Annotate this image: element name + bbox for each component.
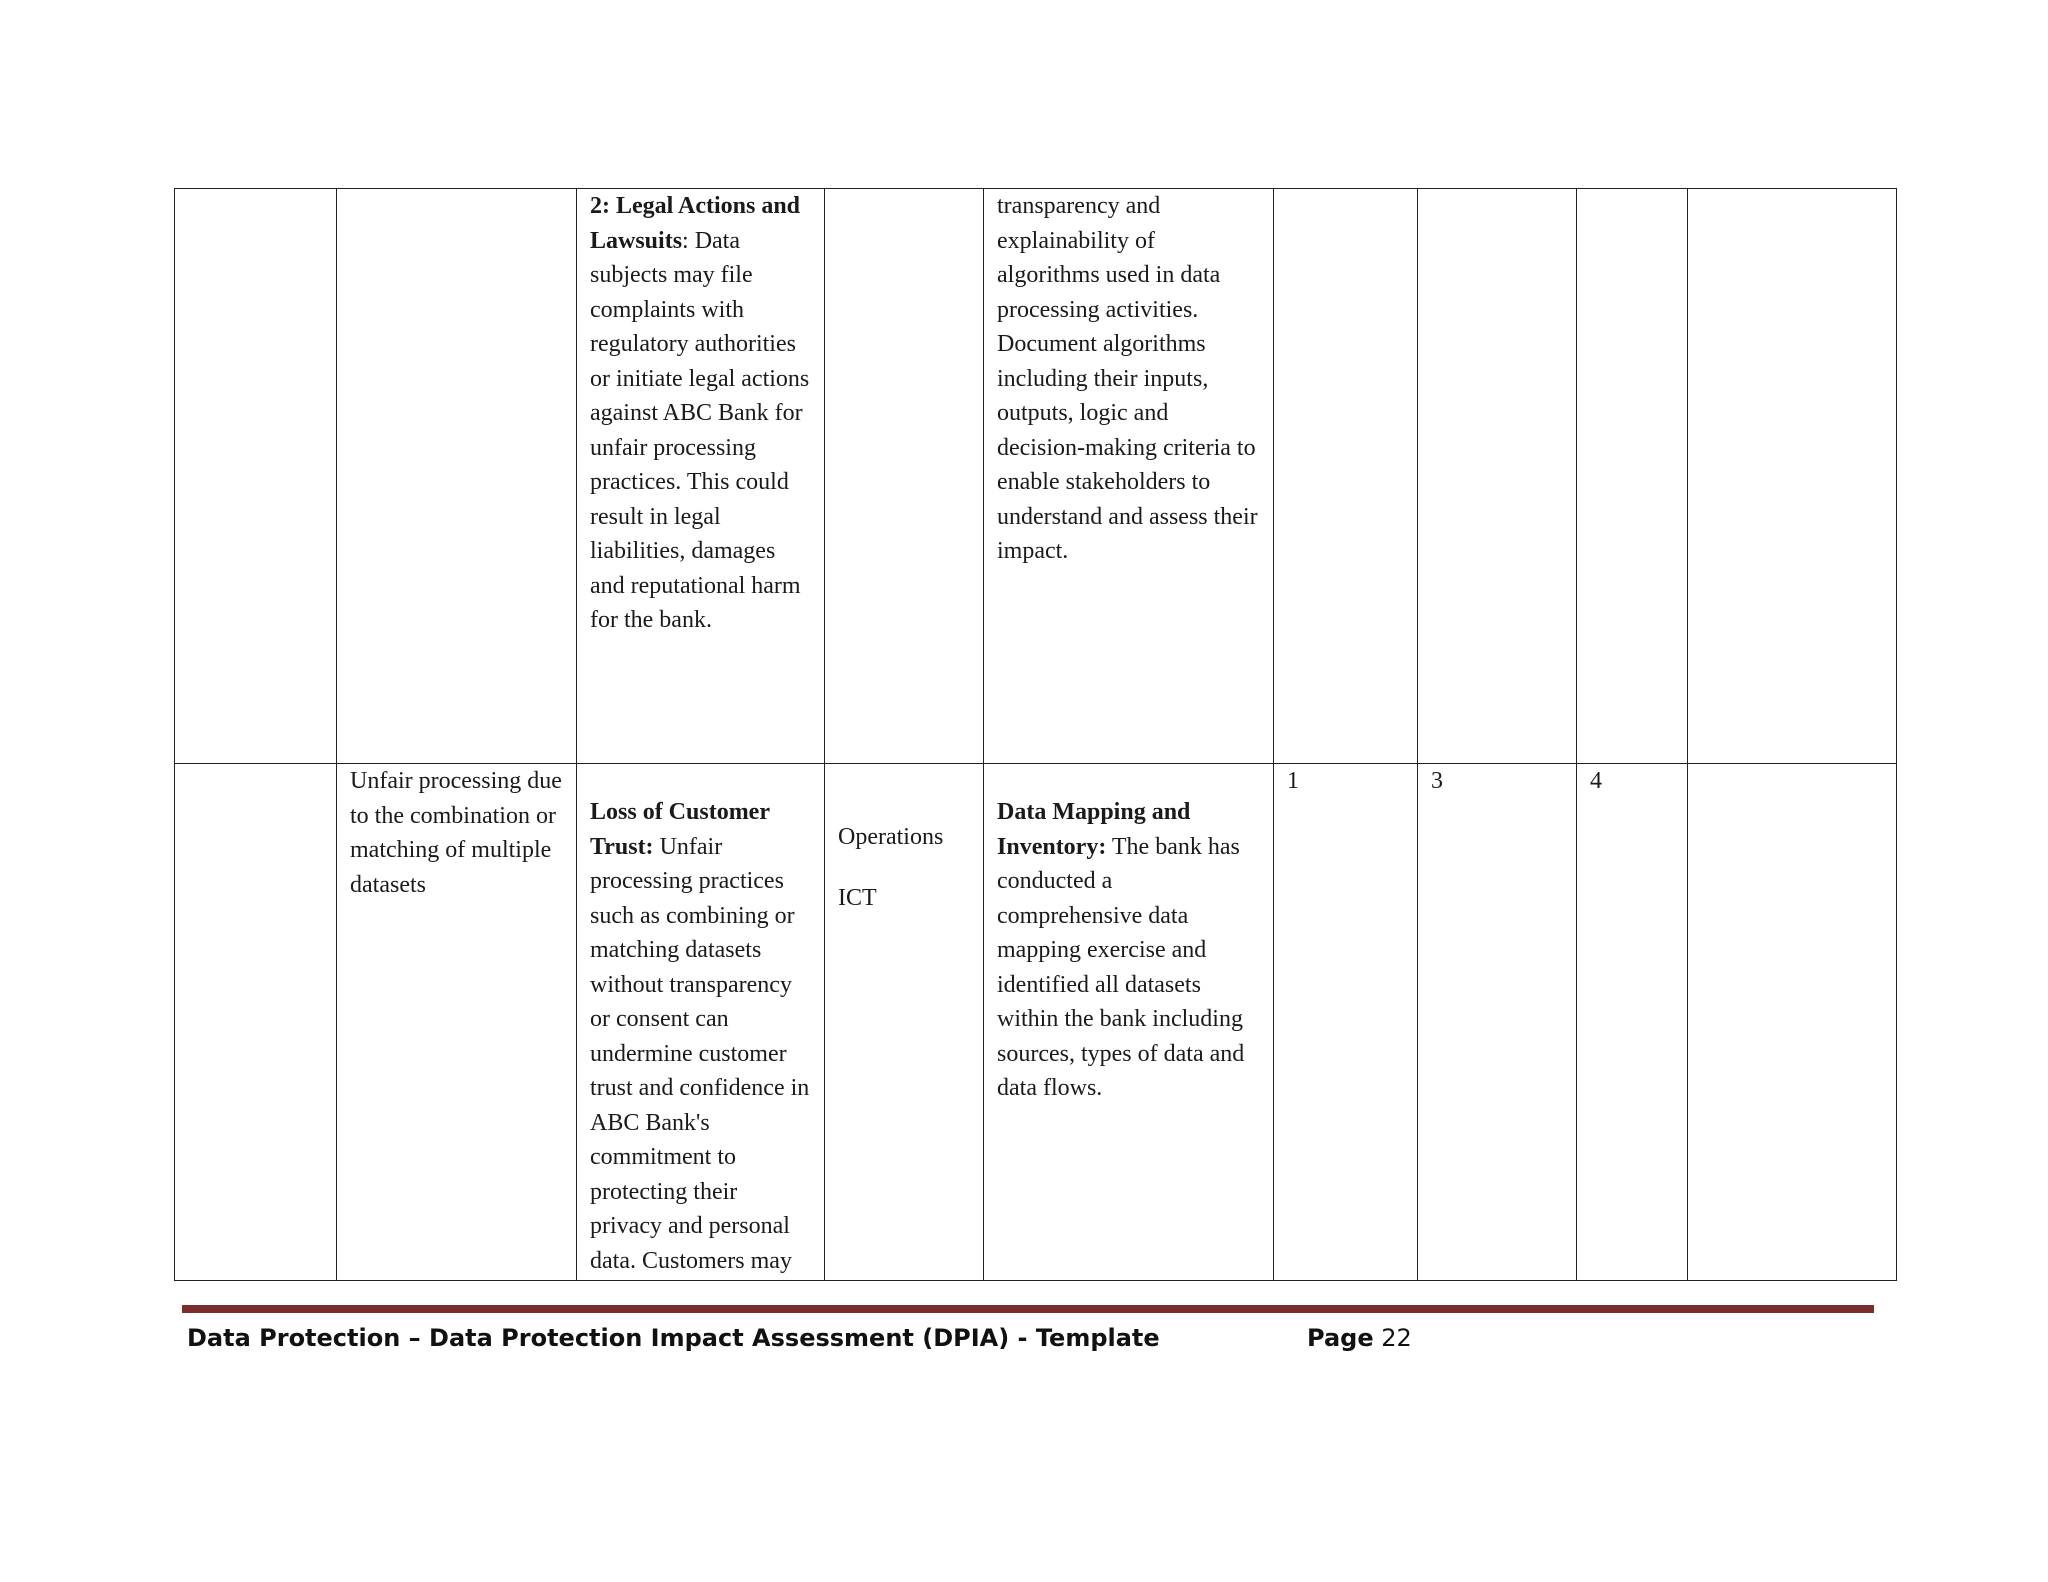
table-cell-owner bbox=[825, 189, 984, 764]
table-cell-risk-score bbox=[1577, 764, 1688, 1281]
table-cell-risk bbox=[337, 189, 577, 764]
table-cell-ref bbox=[175, 764, 337, 1281]
table-cell-risk bbox=[337, 764, 577, 1281]
table-row bbox=[175, 189, 1897, 764]
dpia-risk-table bbox=[174, 188, 1897, 1281]
table-cell-notes bbox=[1688, 764, 1897, 1281]
table-cell-impact-score bbox=[1418, 189, 1577, 764]
table-cell-ref bbox=[175, 189, 337, 764]
owner-ict: ICT bbox=[838, 884, 877, 911]
likelihood-value: 1 bbox=[1287, 768, 1299, 794]
table-row bbox=[175, 764, 1897, 1281]
impact-heading: Loss of Customer Trust: bbox=[590, 799, 770, 860]
footer-title: Data Protection – Data Protection Impact Assessment (DPIA) - Template bbox=[187, 1324, 1160, 1352]
table-cell-controls bbox=[984, 189, 1274, 764]
impact-heading: 2: Legal Actions and Lawsuits bbox=[590, 193, 801, 254]
control-heading: Data Mapping and Inventory: bbox=[997, 799, 1191, 860]
risk-score-value: 4 bbox=[1590, 768, 1602, 794]
owner-operations: Operations bbox=[838, 824, 944, 850]
table-cell-likelihood bbox=[1274, 189, 1418, 764]
footer-page-number bbox=[1307, 1324, 1412, 1352]
control-text: transparency and explainability of algorithms used in data processing activities. Document algorithms including their inputs, outputs, logic and decision-making criteria to enable stakeholders to understand and assess their impact. bbox=[997, 193, 1258, 564]
table-cell-notes bbox=[1688, 189, 1897, 764]
risk-description: Unfair processing due to the combination or matching of multiple datasets bbox=[350, 768, 562, 898]
page-number: 22 bbox=[1381, 1324, 1412, 1352]
impact-score-value: 3 bbox=[1431, 768, 1443, 794]
page-label: Page bbox=[1307, 1324, 1374, 1352]
table-cell-impact bbox=[577, 764, 825, 1281]
table-cell-controls bbox=[984, 764, 1274, 1281]
control-text: The bank has conducted a comprehensive data mapping exercise and identified all datasets within the bank including sources, types of data and data flows. bbox=[997, 833, 1245, 1101]
table-cell-likelihood bbox=[1274, 764, 1418, 1281]
impact-text: : Data subjects may file complaints with regulatory authorities or initiate legal actions against ABC Bank for unfair processing practices. This could result in legal liabilities, damages and reputational harm for the bank. bbox=[590, 227, 810, 633]
table-cell-impact-score bbox=[1418, 764, 1577, 1281]
table-cell-risk-score bbox=[1577, 189, 1688, 764]
footer-divider bbox=[182, 1305, 1874, 1313]
impact-text: Unfair processing practices such as combining or matching datasets without transparency or consent can undermine customer trust and confidence in ABC Bank's commitment to protecting their privacy and personal data. Customers may bbox=[590, 833, 810, 1274]
table-cell-impact bbox=[577, 189, 825, 764]
table-cell-owner bbox=[825, 764, 984, 1281]
